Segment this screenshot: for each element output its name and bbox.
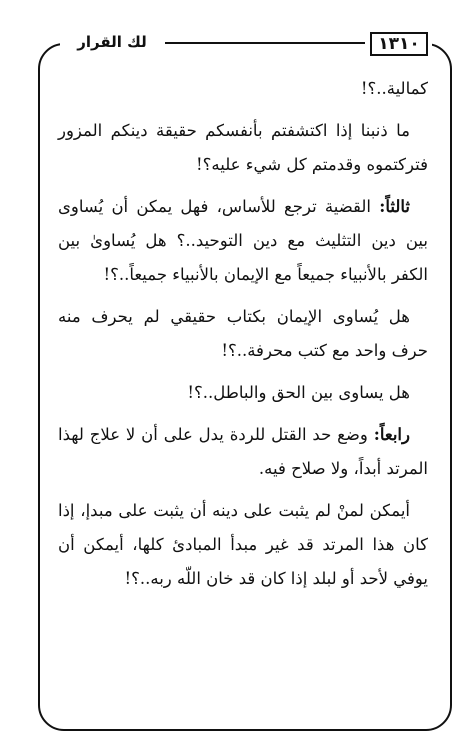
paragraph-text: كمالية..؟! — [360, 79, 428, 98]
page-number: ١٣١٠ — [370, 32, 428, 56]
header-rule — [165, 42, 365, 44]
running-header-title: لك القرار — [62, 30, 162, 54]
paragraph-text: هل يساوى بين الحق والباطل..؟! — [187, 383, 410, 402]
paragraph-text: هل يُساوى الإيمان بكتاب حقيقي لم يحرف منه حرف واحد مع كتب محرفة..؟! — [58, 307, 428, 360]
paragraph-text: ما ذنبنا إذا اكتشفتم بأنفسكم حقيقة دينكم المزور فتركتموه وقدمتم كل شيء عليه؟! — [58, 121, 428, 174]
paragraph — [58, 494, 428, 596]
paragraph-text: القضية ترجع للأساس، فهل يمكن أن يُساوى بين دين التثليث مع دين التوحيد..؟ هل يُساوىٰ بين الكفر بالأنبياء جميعاً مع الإيمان بالأنبياء جميعاً..؟! — [58, 197, 428, 284]
page-body — [58, 72, 428, 604]
paragraph-lead: رابعاً: — [373, 425, 410, 444]
paragraph — [58, 300, 428, 368]
paragraph — [58, 190, 428, 292]
paragraph — [58, 376, 428, 410]
paragraph-lead: ثالثاً: — [379, 197, 410, 216]
paragraph — [58, 418, 428, 486]
paragraph-text: أيمكن لمنْ لم يثبت على دينه أن يثبت على مبدإ، إذا كان هذا المرتد قد غير مبدأ المبادئ كلها، أيمكن أن يوفي لأحد أو لبلد إذا كان قد خان اللّه ربه..؟! — [58, 501, 428, 588]
paragraph — [58, 114, 428, 182]
paragraph — [58, 72, 428, 106]
paragraph-text: وضع حد القتل للردة يدل على أن لا علاج لهذا المرتد أبداً، ولا صلاح فيه. — [58, 425, 428, 478]
